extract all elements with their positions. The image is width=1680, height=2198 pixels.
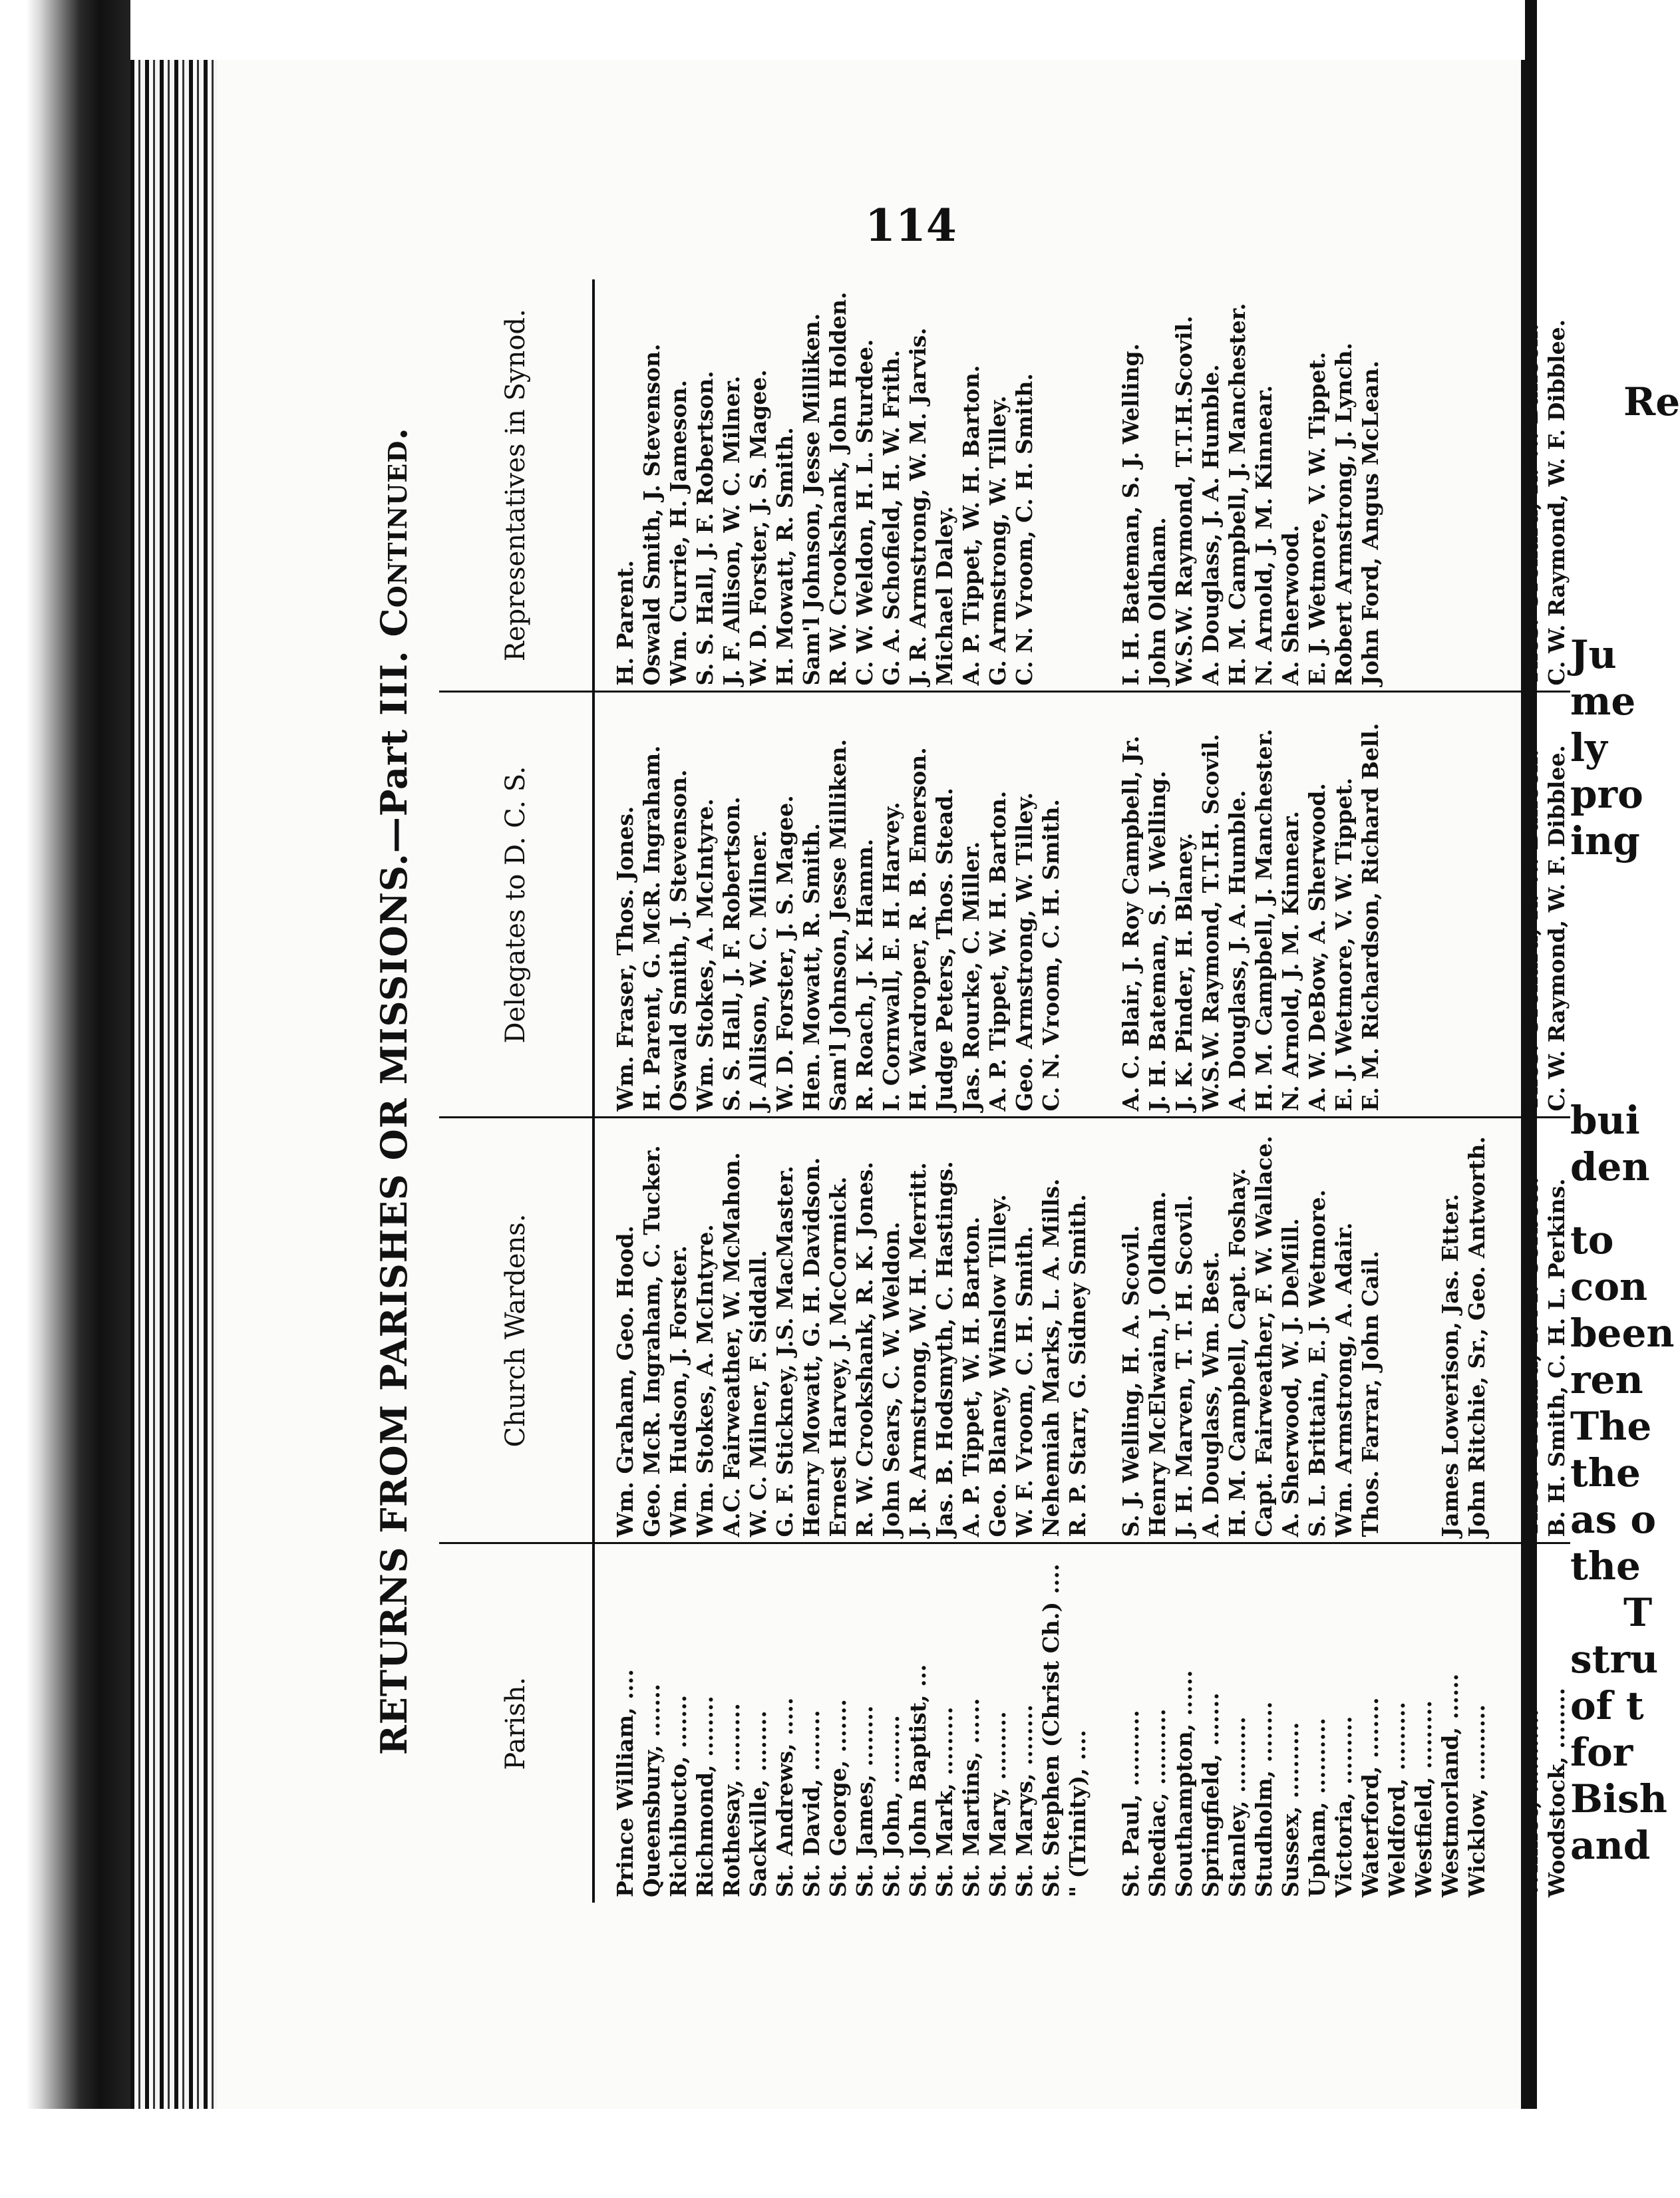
delegates-cell: Thos. Orchard, R. W. Balloch. [1490, 692, 1544, 1118]
table-row [1304, 279, 1331, 1903]
table-row [1464, 279, 1490, 1903]
table-row [1277, 279, 1304, 1903]
right-page-fragment: to [1570, 1217, 1614, 1263]
parish-cell: Woodstock, ........ [1544, 1687, 1570, 1897]
table-row [1091, 279, 1144, 1903]
table-row [1490, 279, 1544, 1903]
parish-cell: Sackville, ........ [745, 1710, 771, 1897]
delegates-cell: R. Roach, J. K. Hamm. [852, 692, 878, 1118]
delegates-cell: Judge Peters, Thos. Stead. [931, 692, 958, 1118]
church-wardens-cell: G. F. Stickney, J.S. MacMaster. [772, 1118, 798, 1543]
representatives-cell: John Ford, Angus McLean. [1357, 279, 1384, 692]
representatives-cell: H. Parent. [593, 279, 639, 692]
church-wardens-cell: Ernest Harvey, J. McCormick. [825, 1118, 852, 1543]
table-row [825, 279, 852, 1903]
page-edges [130, 60, 217, 2109]
delegates-cell: Wm. Stokes, A. McIntyre. [692, 692, 719, 1118]
church-wardens-cell: Wm. Graham, Geo. Hood. [593, 1118, 639, 1543]
table-row [985, 279, 1011, 1903]
representatives-cell: G. A. Schofield, H. W. Frith. [878, 279, 905, 692]
delegates-cell: H. Parent, G. McR. Ingraham. [639, 692, 665, 1118]
delegates-cell: C. N. Vroom, C. H. Smith. [1038, 692, 1065, 1118]
right-page-fragment: been [1570, 1311, 1675, 1356]
representatives-cell: E. J. Wetmore, V. W. Tippet. [1304, 279, 1331, 692]
parish-cell: St. David, ........ [798, 1710, 824, 1897]
representatives-cell: W.S.W. Raymond, T.T.H.Scovil. [1171, 279, 1198, 692]
parish-cell: Richibucto, ....... [665, 1694, 691, 1897]
representatives-cell [1038, 279, 1065, 692]
church-wardens-cell: Thos. Farrar, John Cail. [1357, 1118, 1384, 1543]
right-page-fragment: bui [1570, 1098, 1640, 1143]
delegates-cell: J. K. Pinder, H. Blaney. [1171, 692, 1198, 1118]
representatives-cell: C. N. Vroom, C. H. Smith. [1011, 279, 1038, 692]
right-page-fragment: stru [1570, 1637, 1659, 1682]
church-wardens-cell: Henry Mowatt, G. H. Davidson. [798, 1118, 825, 1543]
delegates-cell: H. M. Campbell, J. Manchester. [1251, 692, 1277, 1118]
delegates-cell: A. P. Tippet, W. H. Barton. [985, 692, 1011, 1118]
representatives-cell: A. P. Tippet, W. H. Barton. [958, 279, 985, 692]
representatives-cell: I. H. Bateman, S. J. Welling. [1091, 279, 1144, 692]
table-row [692, 279, 719, 1903]
table-row [745, 279, 772, 1903]
representatives-cell [1065, 279, 1091, 692]
header-representatives: Representatives in Synod. [439, 279, 593, 692]
table-row [1065, 279, 1091, 1903]
table-row [1144, 279, 1171, 1903]
header-row [439, 279, 593, 1903]
church-wardens-cell: S. L. Brittain, E. J. Wetmore. [1304, 1118, 1331, 1543]
parish-cell: St. Stephen (Christ Ch.) .... [1038, 1563, 1064, 1897]
right-page-fragment: the [1570, 1543, 1641, 1589]
parish-cell: Westmorland, ...... [1437, 1673, 1463, 1897]
table-row [1198, 279, 1224, 1903]
book-binding-shadow [0, 0, 130, 2198]
right-page-fragment: The [1570, 1404, 1652, 1449]
delegates-cell: J. Allison, W. C. Milner. [745, 692, 772, 1118]
parish-cell: St. Mary, ......... [985, 1711, 1011, 1897]
delegates-cell [1065, 692, 1091, 1118]
parish-cell: Prince William, .... [612, 1668, 638, 1897]
parish-cell: St. Mark, ......... [931, 1706, 957, 1897]
representatives-cell: H. M. Campbell, J. Manchester. [1224, 279, 1251, 692]
parish-cell: Southampton, ...... [1171, 1670, 1197, 1897]
delegates-cell: E. J. Wetmore, V. W. Tippet. [1331, 692, 1357, 1118]
table-row [1331, 279, 1357, 1903]
right-page-fragment: Re [1623, 379, 1680, 424]
representatives-cell: C. W. Weldon, H. L. Sturdee. [852, 279, 878, 692]
church-wardens-cell: John Sears, C. W. Weldon. [878, 1118, 905, 1543]
church-wardens-cell [1384, 1118, 1411, 1543]
delegates-cell: W.S.W. Raymond, T.T.H. Scovil. [1198, 692, 1224, 1118]
representatives-cell: J. R. Armstrong, W. M. Jarvis. [905, 279, 931, 692]
parish-cell: Shediac, .......... [1144, 1708, 1170, 1897]
delegates-cell: Jas. Rourke, C. Miller. [958, 692, 985, 1118]
delegates-cell [1384, 692, 1411, 1118]
parish-cell: Richmond, ........ [692, 1696, 718, 1897]
delegates-cell: I. Cornwall, E. H. Harvey. [878, 692, 905, 1118]
parish-cell: Springfield, ....... [1198, 1692, 1224, 1897]
table-row [1357, 279, 1384, 1903]
representatives-cell: Thos. Orchard, R. W. Balloch. [1490, 279, 1544, 692]
bottom-margin [0, 2109, 1537, 2198]
delegates-cell: H. Wardroper, R. B. Emerson. [905, 692, 931, 1118]
right-page-fragment: pro [1570, 772, 1643, 817]
church-wardens-cell: Henry McElwain, J. Oldham. [1144, 1118, 1171, 1543]
delegates-cell: S. S. Hall, J. F. Robertson. [719, 692, 745, 1118]
delegates-cell: C. W. Raymond, W. F. Dibblee. [1544, 692, 1570, 1118]
representatives-cell: Sam'l Johnson, Jesse Milliken. [798, 279, 825, 692]
church-wardens-cell: A. Sherwood, W. J. DeMill. [1277, 1118, 1304, 1543]
table-row [1384, 279, 1411, 1903]
delegates-cell: A. W. DeBow, A. Sherwood. [1304, 692, 1331, 1118]
table-row [1038, 279, 1065, 1903]
church-wardens-cell: Geo. McR. Ingraham, C. Tucker. [639, 1118, 665, 1543]
parish-cell: Rothesay, ......... [719, 1702, 745, 1897]
table-row [852, 279, 878, 1903]
parish-cell: Sussex, .......... [1277, 1722, 1303, 1897]
church-wardens-cell: A.C. Fairweather, W. McMahon. [719, 1118, 745, 1543]
right-page-fragment: con [1570, 1264, 1648, 1309]
parish-cell: St. John Baptist, ... [905, 1664, 931, 1897]
representatives-cell: Wm. Currie, H. Jameson. [665, 279, 692, 692]
right-page-fragment: of t [1570, 1683, 1644, 1728]
delegates-cell: A. C. Blair, J. Roy Campbell, Jr. [1091, 692, 1144, 1118]
church-wardens-cell: B. H. Smith, C. H. L. Perkins. [1544, 1118, 1570, 1543]
table-row [665, 279, 692, 1903]
representatives-cell: H. Mowatt, R. Smith. [772, 279, 798, 692]
church-wardens-cell: James Lowerison, Jas. Etter. [1437, 1118, 1464, 1543]
returns-table [439, 279, 1570, 1903]
parish-cell: Victoria, ......... [1331, 1716, 1357, 1897]
delegates-cell: J. H. Bateman, S. J. Welling. [1144, 692, 1171, 1118]
delegates-cell: N. Arnold, J. M. Kinnear. [1277, 692, 1304, 1118]
representatives-cell: W. D. Forster, J. S. Magee. [745, 279, 772, 692]
church-wardens-cell: Wm. Hudson, J. Forster. [665, 1118, 692, 1543]
church-wardens-cell: J. R. Armstrong, W. H. Merritt. [905, 1118, 931, 1543]
right-page-fragment: for [1570, 1730, 1633, 1775]
parish-cell: Waterford, ........ [1357, 1697, 1383, 1897]
representatives-cell: J. F. Allison, W. C. Milner. [719, 279, 745, 692]
parish-cell: Studholm, ........ [1251, 1701, 1277, 1897]
representatives-cell [1384, 279, 1411, 692]
delegates-cell: W. D. Forster, J. S. Magee. [772, 692, 798, 1118]
parish-cell: Weldford, ......... [1384, 1701, 1410, 1897]
representatives-cell: A. Sherwood. [1277, 279, 1304, 692]
title-continued: Continued. [373, 426, 415, 637]
representatives-cell: A. Douglass, J. A. Humble. [1198, 279, 1224, 692]
parish-cell: St. Marys, ........ [1011, 1704, 1037, 1897]
page-number: 114 [865, 200, 957, 251]
delegates-cell: E. M. Richardson, Richard Bell. [1357, 692, 1384, 1118]
right-page-fragment: the [1570, 1450, 1641, 1495]
representatives-cell: G. Armstrong, W. Tilley. [985, 279, 1011, 692]
representatives-cell [1437, 279, 1464, 692]
table-row [905, 279, 931, 1903]
table-title [373, 279, 415, 1903]
header-parish: Parish. [439, 1543, 593, 1903]
representatives-cell [1411, 279, 1437, 692]
church-wardens-cell: A. Douglass, Wm. Best. [1198, 1118, 1224, 1543]
representatives-cell: John Oldham. [1144, 279, 1171, 692]
parish-cell: Upham, .......... [1304, 1717, 1330, 1897]
delegates-cell: Wm. Fraser, Thos. Jones. [593, 692, 639, 1118]
header-delegates: Delegates to D. C. S. [439, 692, 593, 1118]
parish-cell: St. Andrews, ..... [772, 1697, 798, 1897]
parish-cell: St. Paul, .......... [1118, 1710, 1144, 1897]
church-wardens-cell: Nehemiah Marks, L. A. Mills. [1038, 1118, 1065, 1543]
representatives-cell: Michael Daley. [931, 279, 958, 692]
right-page-fragment: as o [1570, 1497, 1657, 1542]
rotated-table-block [373, 279, 1570, 1903]
parish-cell: St. John, ......... [878, 1714, 904, 1897]
church-wardens-cell: John Ritchie, Sr., Geo. Antworth. [1464, 1118, 1490, 1543]
delegates-cell: Oswald Smith, J. Stevenson. [665, 692, 692, 1118]
parish-cell: St. Martins, ...... [958, 1698, 984, 1897]
table-row [1544, 279, 1570, 1903]
table-row [931, 279, 958, 1903]
representatives-cell: C. W. Raymond, W. F. Dibblee. [1544, 279, 1570, 692]
table-row [639, 279, 665, 1903]
table-body [593, 279, 1570, 1903]
parish-cell: Queensbury, ....... [639, 1683, 665, 1897]
table-row [1011, 279, 1038, 1903]
delegates-cell [1437, 692, 1464, 1118]
table-row [772, 279, 798, 1903]
parish-cell: St. George, ....... [825, 1698, 851, 1897]
delegates-cell [1411, 692, 1437, 1118]
right-page-fragment: Ju [1570, 632, 1617, 677]
church-wardens-cell: Jas. B. Hodsmyth, C. Hastings. [931, 1118, 958, 1543]
table-row [1437, 279, 1464, 1903]
table-row [958, 279, 985, 1903]
delegates-cell: Sam'l Johnson, Jesse Milliken. [825, 692, 852, 1118]
table-row [1251, 279, 1277, 1903]
delegates-cell: Geo. Armstrong, W. Tilley. [1011, 692, 1038, 1118]
church-wardens-cell: Wm. Armstrong, A. Adair. [1331, 1118, 1357, 1543]
table-row [593, 279, 639, 1903]
representatives-cell [1464, 279, 1490, 692]
church-wardens-cell: Wm. Stokes, A. McIntyre. [692, 1118, 719, 1543]
right-page-fragment: and [1570, 1823, 1651, 1868]
right-page-fragment: Bish [1570, 1776, 1667, 1821]
representatives-cell: N. Arnold, J. M. Kinnear. [1251, 279, 1277, 692]
right-page-fragment: den [1570, 1144, 1650, 1189]
table-row [1411, 279, 1437, 1903]
representatives-cell: S. S. Hall, J. F. Robertson. [692, 279, 719, 692]
table-row [719, 279, 745, 1903]
delegates-cell [1464, 692, 1490, 1118]
representatives-cell: Robert Armstrong, J. Lynch. [1331, 279, 1357, 692]
parish-cell: Wicklow, .......... [1464, 1704, 1490, 1897]
church-wardens-cell: Geo. Blaney, Winslow Tilley. [985, 1118, 1011, 1543]
right-page-fragment: T [1623, 1590, 1653, 1635]
table-row [1171, 279, 1198, 1903]
parish-cell: Westfield, ......... [1411, 1700, 1436, 1897]
church-wardens-cell: J. H. Marven, T. T. H. Scovil. [1171, 1118, 1198, 1543]
representatives-cell: Oswald Smith, J. Stevenson. [639, 279, 665, 692]
church-wardens-cell: W. C. Milner, F. Siddall. [745, 1118, 772, 1543]
representatives-cell: R. W. Crookshank, John Holden. [825, 279, 852, 692]
church-wardens-cell: R. P. Starr, G. Sidney Smith. [1065, 1118, 1091, 1543]
parish-cell: Stanley, .......... [1224, 1716, 1250, 1897]
parish-cell: St. James, ........ [852, 1705, 878, 1897]
table-row [798, 279, 825, 1903]
delegates-cell: A. Douglass, J. A. Humble. [1224, 692, 1251, 1118]
church-wardens-cell: W. F. Vroom, C. H. Smith. [1011, 1118, 1038, 1543]
church-wardens-cell: Capt. Fairweather, F. W. Wallace. [1251, 1118, 1277, 1543]
church-wardens-cell: H. M. Campbell, Capt. Foshay. [1224, 1118, 1251, 1543]
church-wardens-cell [1411, 1118, 1437, 1543]
table-row [878, 279, 905, 1903]
right-page-fragment: ing [1570, 818, 1640, 864]
church-wardens-cell: A. P. Tippet, W. H. Barton. [958, 1118, 985, 1543]
church-wardens-cell: R. W. Crookshank, R. K. Jones. [852, 1118, 878, 1543]
header-church-wardens: Church Wardens. [439, 1118, 593, 1543]
table-row [1224, 279, 1251, 1903]
parish-cell: Wilmot, ........... [1517, 1708, 1543, 1897]
church-wardens-cell: Thos. Orchard, T. M. Corbett. [1490, 1118, 1544, 1543]
church-wardens-cell: S. J. Welling, H. A. Scovil. [1091, 1118, 1144, 1543]
title-main: RETURNS FROM PARISHES OR MISSIONS.—Part III. [373, 650, 415, 1756]
right-page-fragment: me [1570, 679, 1636, 724]
right-page-fragment: ly [1570, 725, 1607, 770]
right-page-fragment: ren [1570, 1357, 1643, 1402]
top-margin [217, 0, 1525, 60]
parish-cell: " (Trinity), .... [1065, 1730, 1091, 1897]
delegates-cell: Hen. Mowatt, R. Smith. [798, 692, 825, 1118]
